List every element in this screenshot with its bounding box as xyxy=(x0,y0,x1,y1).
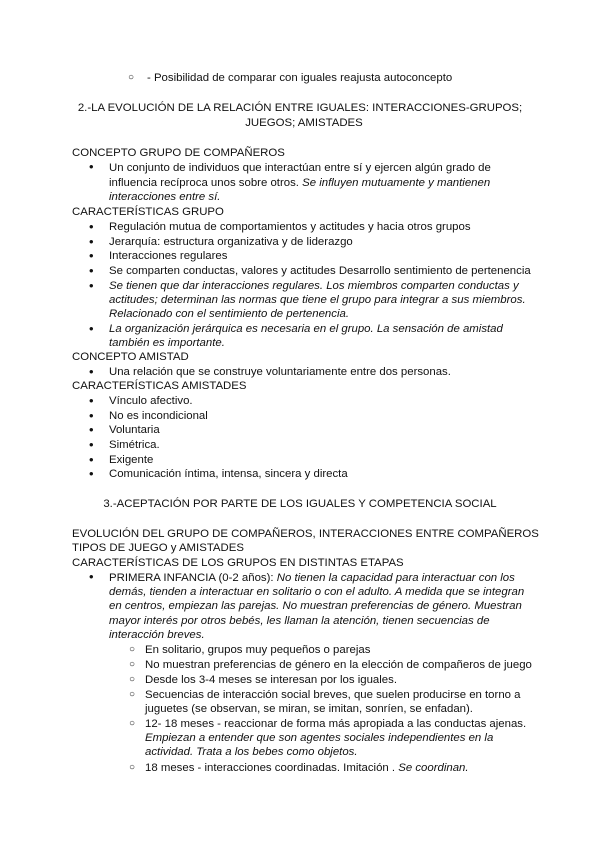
sub-list-item-continuation: actividad. Trata a los bebes como objetos. xyxy=(145,746,358,758)
list-item-continuation: en centros, empiezan las parejas. No muestran preferencias de género. Muestran xyxy=(109,600,522,612)
list-item: Exigente xyxy=(109,454,154,466)
sub-list-item: 12- 18 meses - reaccionar de forma más apropiada a las conductas ajenas. xyxy=(145,718,527,730)
section-title: 3.-ACEPTACIÓN POR PARTE DE LOS IGUALES Y COMPETENCIA SOCIAL xyxy=(103,498,497,510)
list-item: Vínculo afectivo. xyxy=(109,395,193,407)
heading-evolucion: EVOLUCIÓN DEL GRUPO DE COMPAÑEROS, INTERACCIONES ENTRE COMPAÑEROS xyxy=(72,528,539,540)
bullet-icon: • xyxy=(89,219,94,234)
list-item: Se comparten conductas, valores y actitudes Desarrollo sentimiento de pertenencia xyxy=(109,265,531,277)
bullet-icon: • xyxy=(89,466,94,481)
list-item: No es incondicional xyxy=(109,410,208,422)
list-item: Se tienen que dar interacciones regulares. Los miembros comparten conductas y xyxy=(109,280,519,292)
bullet-icon: • xyxy=(89,234,94,249)
hollow-bullet-icon: ○ xyxy=(129,659,136,670)
bullet-icon: • xyxy=(89,248,94,263)
sub-list-item-continuation: Empiezan a entender que son agentes sociales independientes en la xyxy=(145,732,494,744)
list-item-continuation: interacción breves. xyxy=(109,629,205,641)
list-item: Comunicación íntima, intensa, sincera y directa xyxy=(109,468,348,480)
bullet-icon: • xyxy=(89,408,94,423)
list-item: PRIMERA INFANCIA (0-2 años): No tienen la capacidad para interactuar con los xyxy=(109,572,515,584)
bullet-icon: • xyxy=(89,159,94,174)
list-item: Regulación mutua de comportamientos y actitudes y hacia otros grupos xyxy=(109,221,471,233)
bullet-icon: • xyxy=(89,452,94,467)
list-item-continuation: Relacionado con el sentimiento de pertenencia. xyxy=(109,308,349,320)
sub-list-item: No muestran preferencias de género en la elección de compañeros de juego xyxy=(145,659,532,671)
list-item: Simétrica. xyxy=(109,439,160,451)
list-item-continuation: mayor interés por otros bebés, les llaman la atención, tienen secuencias de xyxy=(109,615,490,627)
hollow-bullet-icon: ○ xyxy=(129,674,136,685)
heading-concepto-grupo: CONCEPTO GRUPO DE COMPAÑEROS xyxy=(72,147,285,159)
bullet-icon: • xyxy=(89,263,94,278)
heading-caracteristicas-etapas: CARACTERÍSTICAS DE LOS GRUPOS EN DISTINTAS ETAPAS xyxy=(72,557,404,569)
section-title: 2.-LA EVOLUCIÓN DE LA RELACIÓN ENTRE IGUALES: INTERACCIONES-GRUPOS; xyxy=(77,102,523,114)
hollow-bullet-icon: ○ xyxy=(129,689,136,700)
list-item-continuation: demás, tienden a interactuar en solitario o con el adulto. A medida que se integran xyxy=(109,586,525,598)
sub-list-item: 18 meses - interacciones coordinadas. Imitación . Se coordinan. xyxy=(145,762,469,774)
bullet-icon: • xyxy=(89,422,94,437)
list-item: Jerarquía: estructura organizativa y de liderazgo xyxy=(109,236,353,248)
section-title-continuation: JUEGOS; AMISTADES xyxy=(245,117,363,129)
bullet-icon: • xyxy=(89,364,94,379)
bullet-icon: • xyxy=(89,437,94,452)
hollow-bullet-icon: ○ xyxy=(129,762,136,773)
list-item: Una relación que se construye voluntariamente entre dos personas. xyxy=(109,366,451,378)
hollow-bullet-icon: ○ xyxy=(129,644,136,655)
bullet-icon: • xyxy=(89,393,94,408)
list-item: - Posibilidad de comparar con iguales reajusta autoconcepto xyxy=(147,72,453,84)
sub-list-item-continuation: juguetes (se observan, se miran, se imitan, sonríen, se enfadan). xyxy=(145,703,473,715)
sub-list-item: Secuencias de interacción social breves, que suelen producirse en torno a xyxy=(145,689,521,701)
list-item: Interacciones regulares xyxy=(109,250,228,262)
sub-list-item: Desde los 3-4 meses se interesan por los iguales. xyxy=(145,674,397,686)
list-item-continuation: actitudes; determinan las normas que tiene el grupo para integrar a sus miembros. xyxy=(109,294,526,306)
heading-caracteristicas-amistades: CARACTERÍSTICAS AMISTADES xyxy=(72,380,247,392)
hollow-bullet-icon: ○ xyxy=(128,72,135,83)
list-item-continuation: influencia recíproca unos sobre otros. Se influyen mutuamente y mantienen xyxy=(109,177,491,189)
hollow-bullet-icon: ○ xyxy=(129,718,136,729)
sub-list-item: En solitario, grupos muy pequeños o parejas xyxy=(145,644,371,656)
heading-caracteristicas-grupo: CARACTERÍSTICAS GRUPO xyxy=(72,206,224,218)
list-item: La organización jerárquica es necesaria en el grupo. La sensación de amistad xyxy=(109,323,503,335)
list-item: Un conjunto de individuos que interactúan entre sí y ejercen algún grado de xyxy=(109,162,491,174)
list-item-continuation: también es importante. xyxy=(109,337,225,349)
heading-evolucion-continuation: TIPOS DE JUEGO y AMISTADES xyxy=(72,542,244,554)
bullet-icon: • xyxy=(89,321,94,336)
list-item: Voluntaria xyxy=(109,424,160,436)
bullet-icon: • xyxy=(89,278,94,293)
list-item-continuation: interacciones entre sí. xyxy=(109,191,221,203)
bullet-icon: • xyxy=(89,569,94,584)
heading-concepto-amistad: CONCEPTO AMISTAD xyxy=(72,351,189,363)
